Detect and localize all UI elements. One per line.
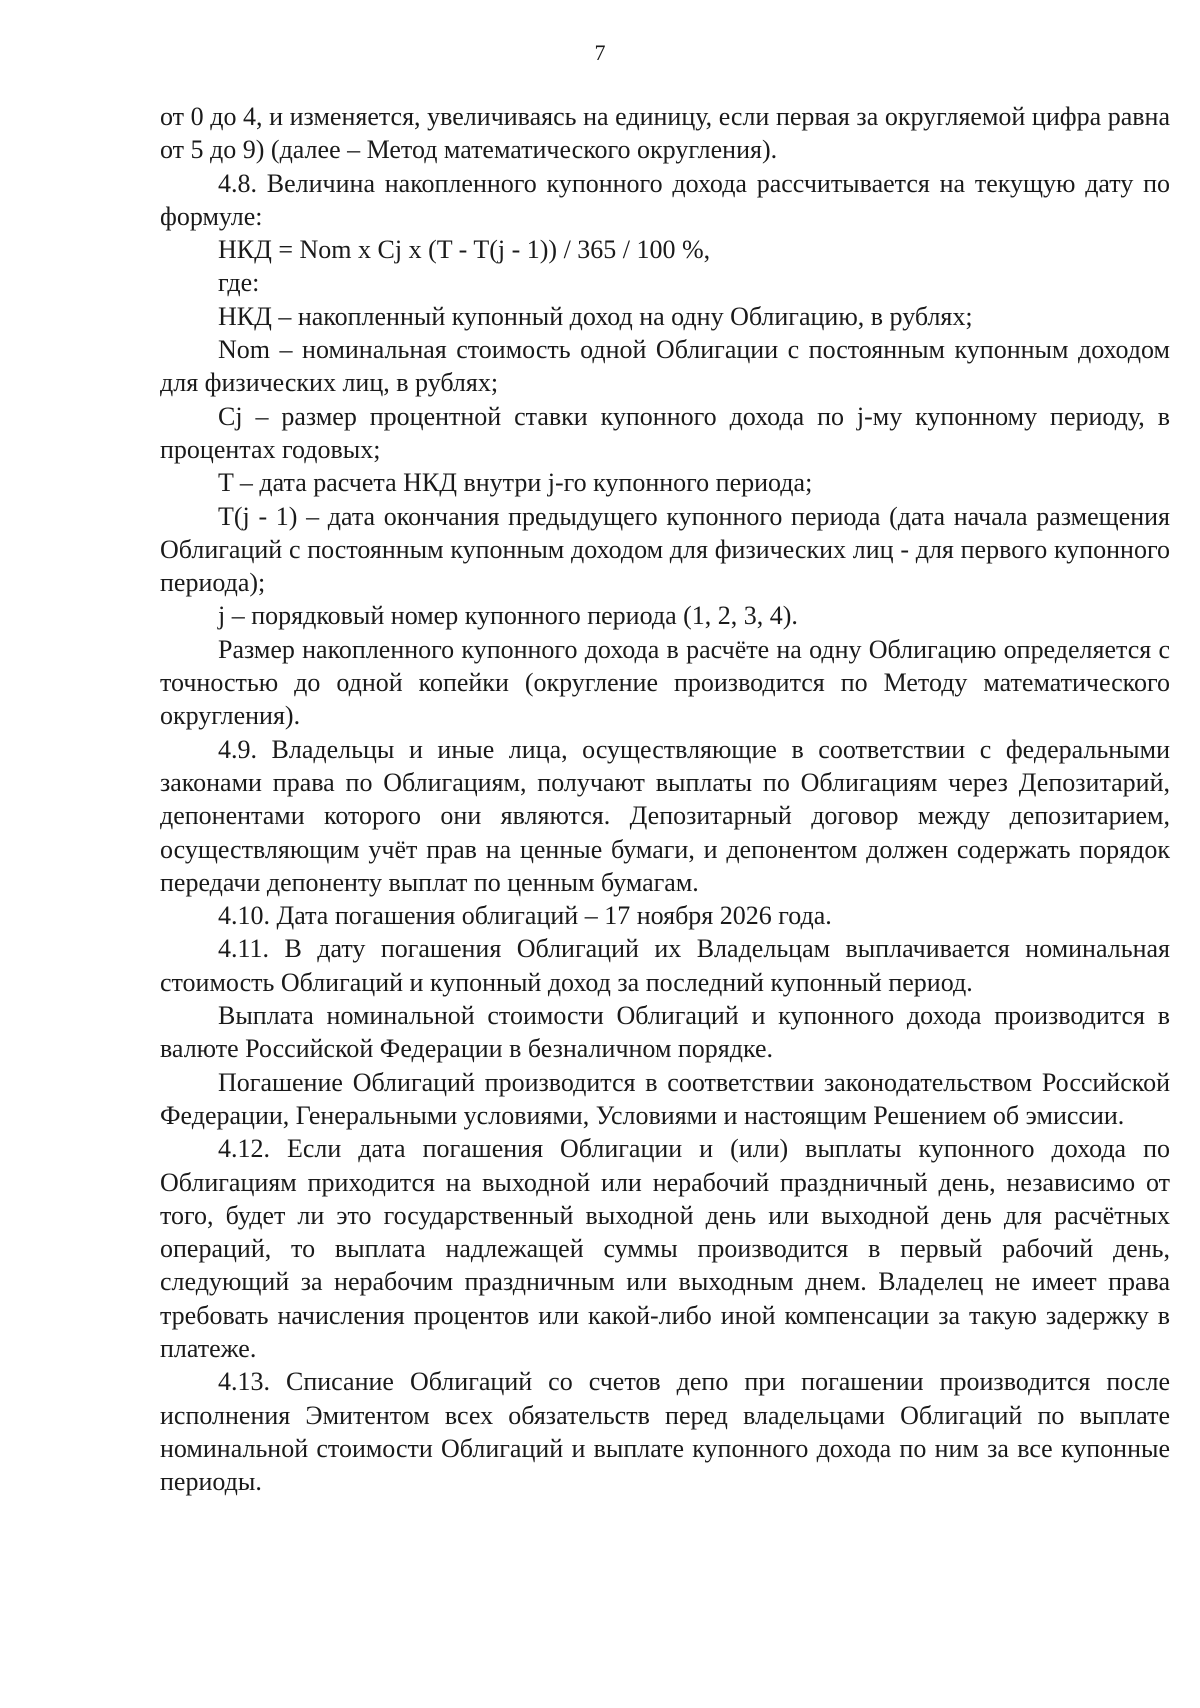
paragraph-p2: НКД – накопленный купонный доход на одну Облигацию, в рублях; <box>218 301 973 331</box>
paragraph-p9: 4.9. Владельцы и иные лица, осуществляющие в соответствии с федеральными законами права по Облигациям, получают выплаты по Облигациям через Депозитарий, депонентами которого они являются. Депозитарный договор между депозитарием, осуществляющим учёт прав на ценные бумаги, и депонентом должен содержать порядок передачи депоненту выплат по ценным бумагам. <box>160 734 1170 897</box>
paragraph-p4: Cj – размер процентной ставки купонного дохода по j-му купонному периоду, в процентах годовых; <box>160 401 1170 464</box>
paragraph-p15: 4.13. Списание Облигаций со счетов депо при погашении производится после исполнения Эмитентом всех обязательств перед владельцами Облигаций по выплате номинальной стоимости Облигаций и выплате купонного дохода по ним за все купонные периоды. <box>160 1367 1170 1497</box>
document-body <box>160 100 1170 1498</box>
paragraph-p14: 4.12. Если дата погашения Облигации и (или) выплаты купонного дохода по Облигациям приходится на выходной или нерабочий праздничный день, независимо от того, будет ли это государственный выходной день или выходной день для расчётных операций, то выплата надлежащей суммы производится в первый рабочий день, следующий за нерабочим праздничным или выходным днем. Владелец не имеет права требовать начисления процентов или какой-либо иной компенсации за такую задержку в платеже. <box>160 1134 1170 1363</box>
paragraph-p8: Размер накопленного купонного дохода в расчёте на одну Облигацию определяется с точностью до одной копейки (округление производится по Методу математического округления). <box>160 634 1170 731</box>
paragraph-p5: T – дата расчета НКД внутри j-го купонного периода; <box>218 468 813 498</box>
page-number: 7 <box>594 40 606 65</box>
paragraph-p13: Погашение Облигаций производится в соответствии законодательством Российской Федерации, Генеральными условиями, Условиями и настоящим Решением об эмиссии. <box>160 1067 1170 1130</box>
paragraph-p0: от 0 до 4, и изменяется, увеличиваясь на единицу, если первая за округляемой цифра равна от 5 до 9) (далее – Метод математического округления). <box>160 102 1170 165</box>
paragraph-where: где: <box>218 268 260 298</box>
paragraph-p6: T(j - 1) – дата окончания предыдущего купонного периода (дата начала размещения Облигаций с постоянным купонным доходом для физических лиц - для первого купонного периода); <box>160 501 1170 598</box>
paragraph-p1: 4.8. Величина накопленного купонного дохода рассчитывается на текущую дату по формуле: <box>160 168 1170 231</box>
paragraph-formula: НКД = Nom x Cj x (T - T(j - 1)) / 365 / 100 %, <box>218 235 711 265</box>
paragraph-p10: 4.10. Дата погашения облигаций – 17 ноября 2026 года. <box>218 901 832 931</box>
paragraph-p7: j – порядковый номер купонного периода (1, 2, 3, 4). <box>218 601 798 631</box>
paragraph-p12: Выплата номинальной стоимости Облигаций и купонного дохода производится в валюте Российской Федерации в безналичном порядке. <box>160 1001 1170 1064</box>
paragraph-p11: 4.11. В дату погашения Облигаций их Владельцам выплачивается номинальная стоимость Облигаций и купонный доход за последний купонный период. <box>160 934 1170 997</box>
paragraph-p3: Nom – номинальная стоимость одной Облигации с постоянным купонным доходом для физических лиц, в рублях; <box>160 335 1170 398</box>
